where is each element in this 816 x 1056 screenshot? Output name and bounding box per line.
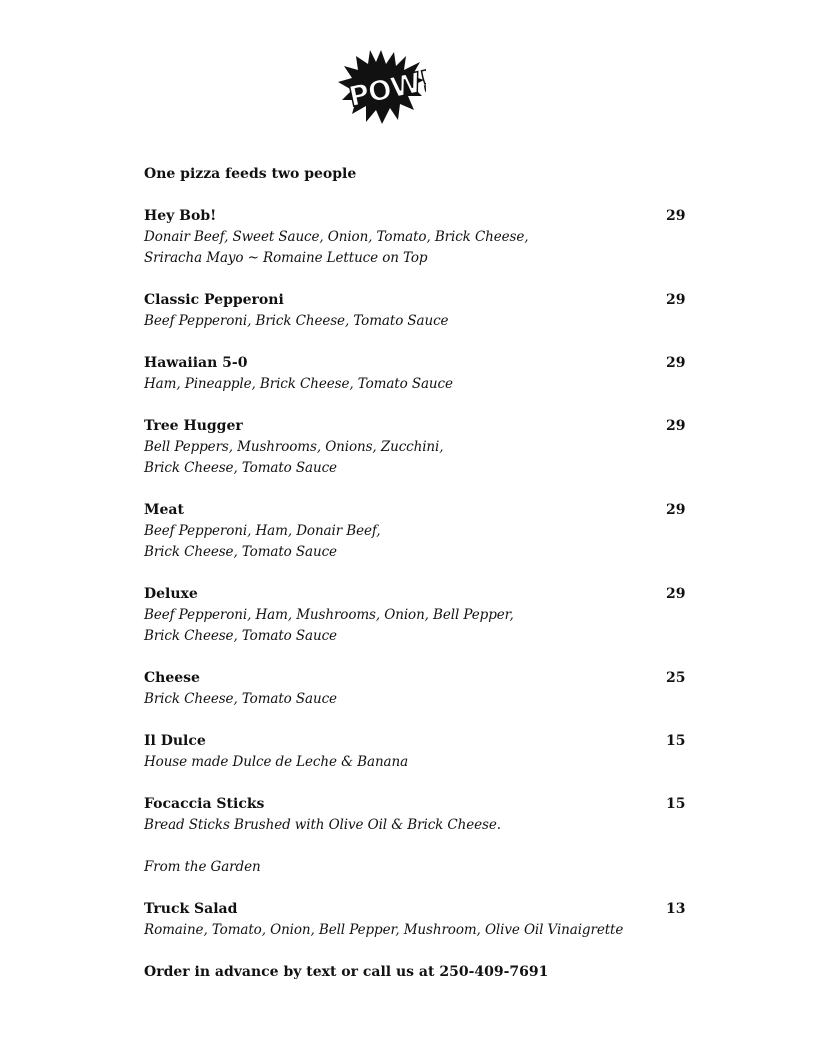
item-description: Bread Sticks Brushed with Olive Oil & Brick Cheese.	[144, 817, 501, 833]
item-name: Focaccia Sticks	[144, 796, 265, 812]
menu-item	[144, 794, 704, 836]
intro-text: One pizza feeds two people	[144, 166, 357, 182]
item-price: 15	[666, 733, 686, 749]
item-name: Classic Pepperoni	[144, 292, 284, 308]
item-description: Brick Cheese, Tomato Sauce	[144, 628, 337, 644]
item-description: Brick Cheese, Tomato Sauce	[144, 460, 337, 476]
item-description: Sriracha Mayo ~ Romaine Lettuce on Top	[144, 250, 428, 266]
pow-burst-icon	[336, 48, 426, 128]
item-description: Beef Pepperoni, Ham, Donair Beef,	[144, 523, 381, 539]
item-name: Truck Salad	[144, 901, 238, 917]
item-name: Tree Hugger	[144, 418, 243, 434]
menu-item	[144, 353, 704, 395]
item-description: Ham, Pineapple, Brick Cheese, Tomato Sauce	[144, 376, 453, 392]
item-price: 29	[666, 502, 686, 518]
menu-item	[144, 584, 704, 647]
svg-text:POW!: POW!	[345, 63, 426, 114]
item-description: House made Dulce de Leche & Banana	[144, 754, 409, 770]
item-price: 29	[666, 208, 686, 224]
menu-item	[144, 290, 704, 332]
item-price: 29	[666, 355, 686, 371]
item-name: Il Dulce	[144, 733, 206, 749]
menu-item	[144, 731, 704, 773]
menu-item	[144, 500, 704, 563]
item-price: 25	[666, 670, 686, 686]
item-name: Deluxe	[144, 586, 198, 602]
item-name: Hawaiian 5-0	[144, 355, 248, 371]
item-description: Romaine, Tomato, Onion, Bell Pepper, Mushroom, Olive Oil Vinaigrette	[144, 922, 624, 938]
item-name: Hey Bob!	[144, 208, 217, 224]
item-description: Brick Cheese, Tomato Sauce	[144, 691, 337, 707]
item-description: Beef Pepperoni, Brick Cheese, Tomato Sauce	[144, 313, 449, 329]
item-description: Brick Cheese, Tomato Sauce	[144, 544, 337, 560]
item-description: Bell Peppers, Mushrooms, Onions, Zucchini,	[144, 439, 444, 455]
item-description: Beef Pepperoni, Ham, Mushrooms, Onion, Bell Pepper,	[144, 607, 514, 623]
item-price: 15	[666, 796, 686, 812]
menu-item	[144, 899, 704, 941]
order-footer: Order in advance by text or call us at 250-409-7691	[144, 964, 549, 980]
garden-heading: From the Garden	[144, 859, 261, 875]
menu-item	[144, 206, 704, 269]
pow-logo	[336, 48, 426, 128]
item-price: 13	[666, 901, 686, 917]
menu-item	[144, 416, 704, 479]
menu-item	[144, 668, 704, 710]
item-price: 29	[666, 418, 686, 434]
menu	[144, 164, 704, 983]
item-name: Cheese	[144, 670, 200, 686]
item-description: Donair Beef, Sweet Sauce, Onion, Tomato, Brick Cheese,	[144, 229, 529, 245]
item-name: Meat	[144, 502, 184, 518]
item-price: 29	[666, 292, 686, 308]
item-price: 29	[666, 586, 686, 602]
